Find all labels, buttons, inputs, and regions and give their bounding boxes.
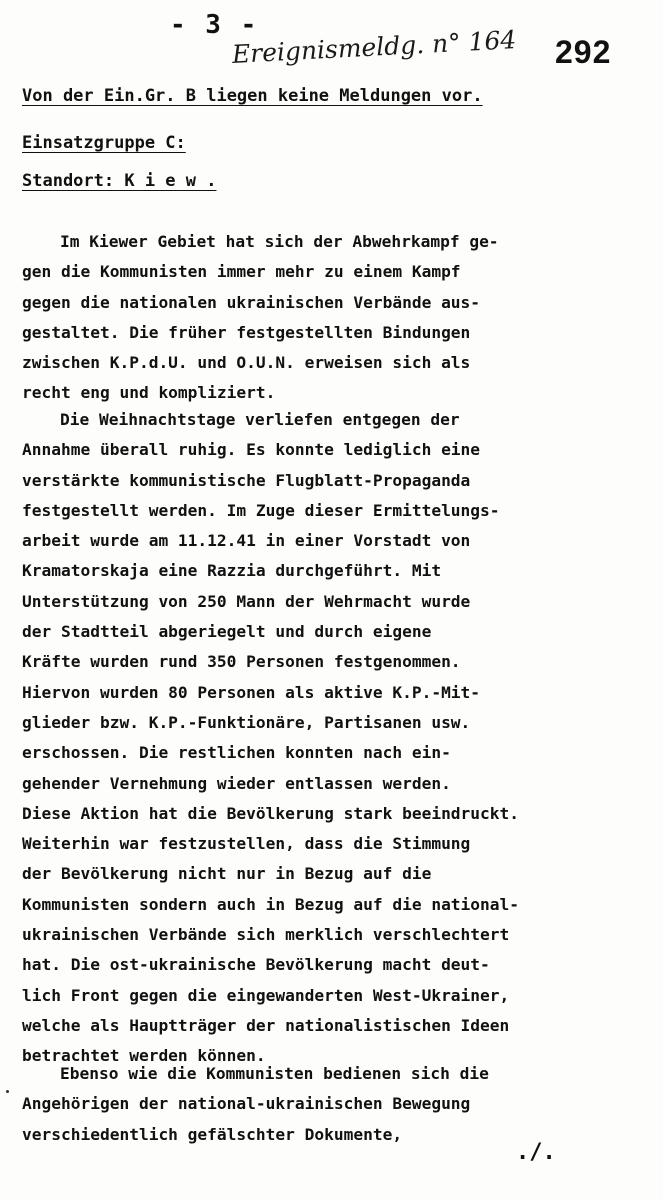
paragraph-3: [22, 1059, 489, 1150]
text-line: Kommunisten sondern auch in Bezug auf die national-: [22, 894, 520, 914]
text-line: Diese Aktion hat die Bevölkerung stark beeindruckt.: [22, 803, 520, 823]
location-label: Standort: K i e w .: [22, 171, 217, 191]
text-line: Im Kiewer Gebiet hat sich der Abwehrkampf ge-: [60, 232, 499, 251]
handwritten-report-number: Ereignismeldg. n° 164: [231, 25, 517, 69]
paragraph-1: [22, 227, 499, 409]
text-line: gehender Vernehmung wieder entlassen werden.: [22, 773, 451, 793]
text-line: Unterstützung von 250 Mann der Wehrmacht wurde: [22, 591, 471, 611]
text-line: Annahme überall ruhig. Es konnte lediglich eine: [22, 440, 481, 460]
text-line: gestaltet. Die früher festgestellten Bindungen: [22, 322, 471, 342]
text-line: Kräfte wurden rund 350 Personen festgenommen.: [22, 652, 461, 672]
paragraph-2: [22, 405, 519, 1072]
text-line: Kramatorskaja eine Razzia durchgeführt. Mit: [22, 561, 442, 581]
text-line: gegen die nationalen ukrainischen Verbände aus-: [22, 292, 481, 312]
text-line: Ebenso wie die Kommunisten bedienen sich die: [60, 1064, 489, 1083]
text-line: der Stadtteil abgeriegelt und durch eigene: [22, 622, 432, 642]
page-number: - 3 -: [170, 10, 259, 40]
text-line: hat. Die ost-ukrainische Bevölkerung macht deut-: [22, 955, 490, 975]
text-line: glieder bzw. K.P.-Funktionäre, Partisanen usw.: [22, 712, 471, 732]
text-line: erschossen. Die restlichen konnten nach ein-: [22, 743, 451, 763]
scan-speck: [6, 1090, 9, 1093]
text-line: Weiterhin war festzustellen, dass die Stimmung: [22, 834, 471, 854]
continuation-mark: ./.: [516, 1140, 556, 1165]
text-line: arbeit wurde am 11.12.41 in einer Vorstadt von: [22, 531, 471, 551]
text-line: lich Front gegen die eingewanderten West-Ukrainer,: [22, 985, 510, 1005]
group-label: Einsatzgruppe C:: [22, 133, 186, 153]
text-line: Die Weihnachtstage verliefen entgegen der: [60, 410, 460, 429]
text-line: verschiedentlich gefälschter Dokumente,: [22, 1124, 403, 1144]
heading-line: Von der Ein.Gr. B liegen keine Meldungen vor.: [22, 86, 483, 106]
text-line: Hiervon wurden 80 Personen als aktive K.P.-Mit-: [22, 682, 481, 702]
text-line: Angehörigen der national-ukrainischen Bewegung: [22, 1094, 471, 1114]
text-line: welche als Hauptträger der nationalistischen Ideen: [22, 1015, 510, 1035]
text-line: ukrainischen Verbände sich merklich verschlechtert: [22, 925, 510, 945]
text-line: gen die Kommunisten immer mehr zu einem Kampf: [22, 262, 461, 282]
text-line: verstärkte kommunistische Flugblatt-Propaganda: [22, 470, 471, 490]
text-line: der Bevölkerung nicht nur in Bezug auf die: [22, 864, 432, 884]
text-line: recht eng und kompliziert.: [22, 383, 276, 403]
text-line: festgestellt werden. Im Zuge dieser Ermittelungs-: [22, 500, 500, 520]
text-line: zwischen K.P.d.U. und O.U.N. erweisen sich als: [22, 353, 471, 373]
archive-page-number: 292: [555, 34, 612, 70]
text-line: betrachtet werden können.: [22, 1046, 266, 1066]
